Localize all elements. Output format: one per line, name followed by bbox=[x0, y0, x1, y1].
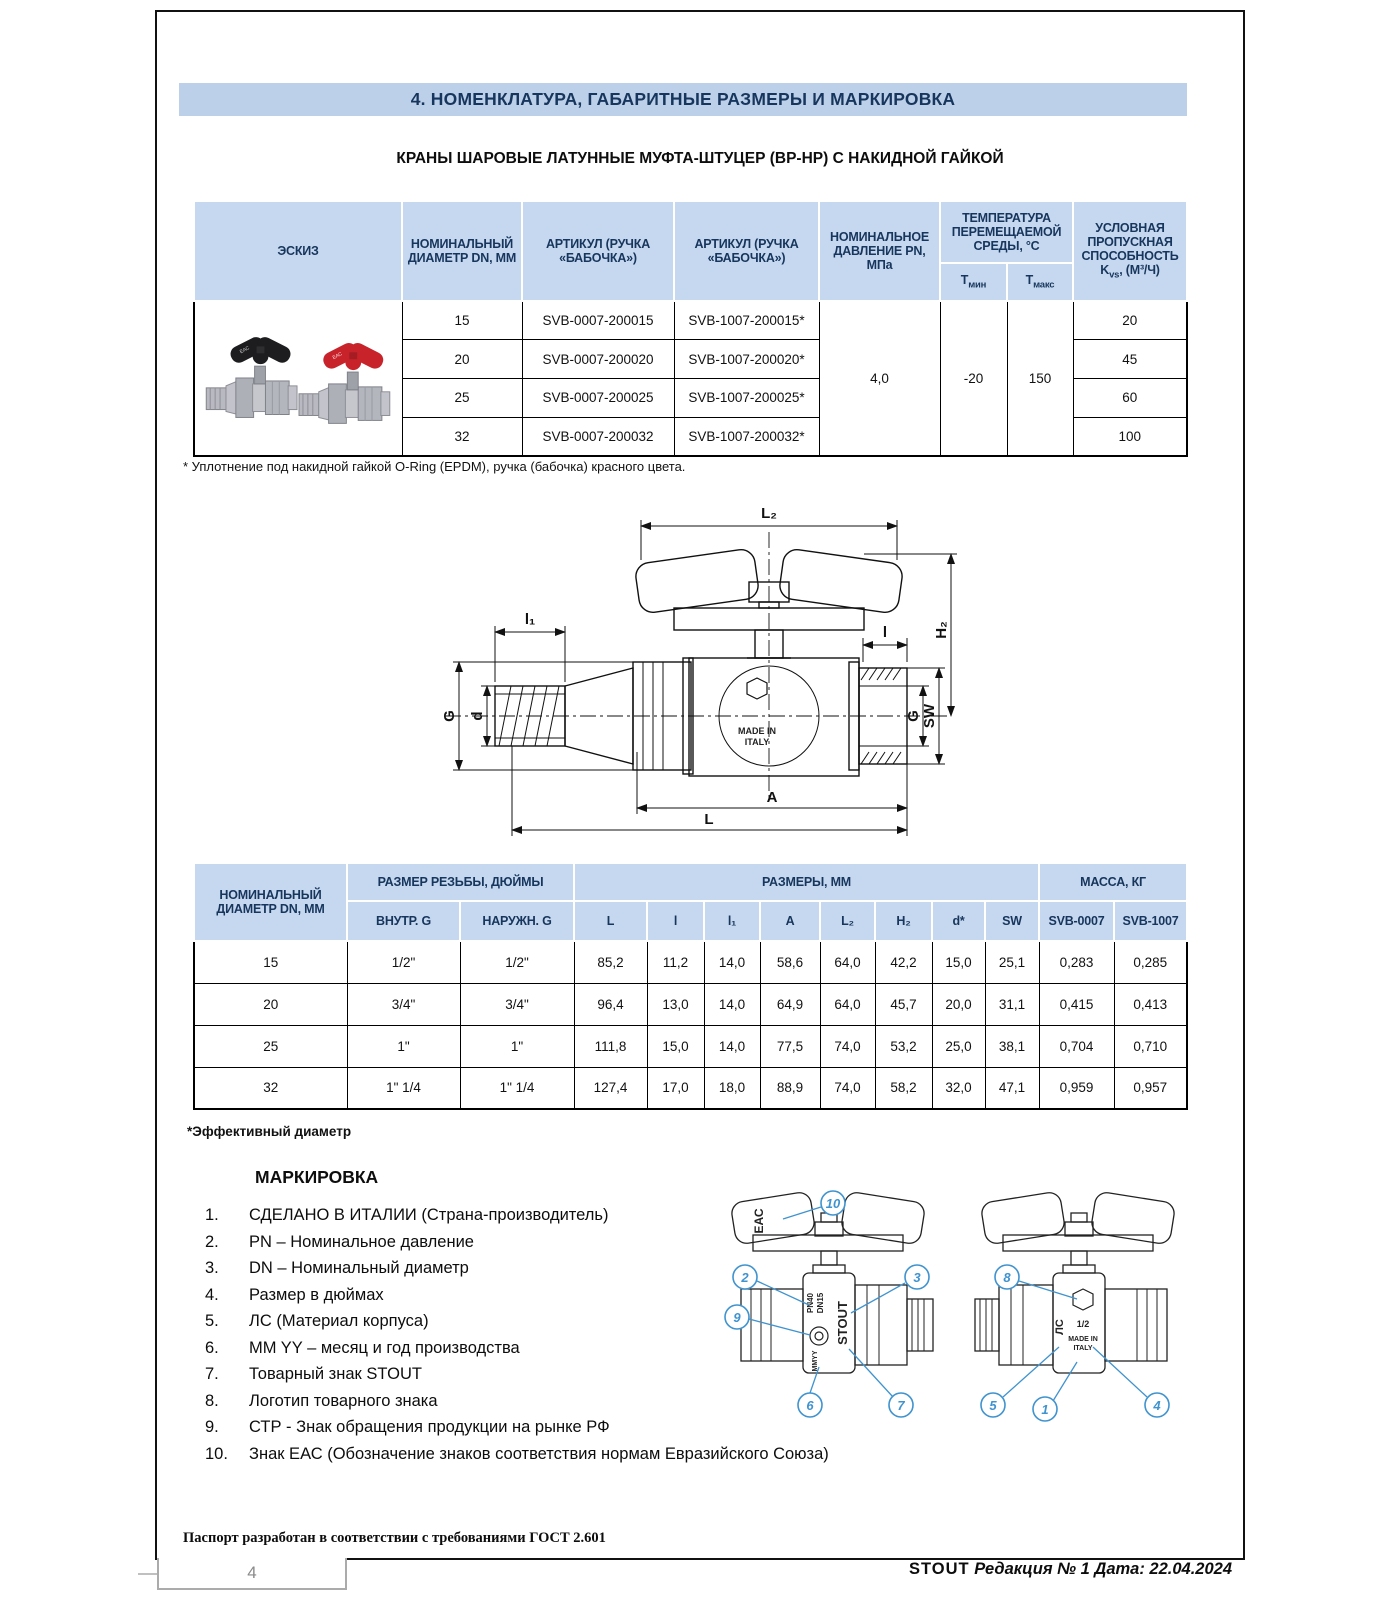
dim-L2: L₂ bbox=[761, 505, 777, 522]
t2-cell: 58,2 bbox=[875, 1067, 932, 1109]
t2-cell: 1" bbox=[460, 1025, 574, 1067]
t2-cell: 64,9 bbox=[760, 983, 820, 1025]
callout-6: 6 bbox=[806, 1398, 814, 1413]
t2-cell: 53,2 bbox=[875, 1025, 932, 1067]
made-in-text: MADE IN bbox=[738, 726, 776, 736]
list-item: 6. MM YY – месяц и год производства bbox=[205, 1338, 520, 1357]
t2-cell: 0,415 bbox=[1039, 983, 1114, 1025]
page-number-tab bbox=[157, 1558, 347, 1590]
callout-10: 10 bbox=[825, 1196, 841, 1211]
dim-L: L bbox=[704, 811, 714, 828]
t1-cell-tmax: 150 bbox=[1007, 301, 1073, 456]
t1-header-temp-group: ТЕМПЕРАТУРА ПЕРЕМЕЩАЕМОЙ СРЕДЫ, °С bbox=[940, 201, 1073, 263]
t2-subheader: L bbox=[574, 901, 647, 941]
valve-photo-black bbox=[206, 334, 297, 417]
t1-header-dn: НОМИНАЛЬНЫЙ ДИАМЕТР DN, ММ bbox=[402, 201, 522, 301]
t2-cell: 3/4" bbox=[460, 983, 574, 1025]
table-header-row bbox=[194, 863, 1187, 901]
made-in-mark-text: MADE IN bbox=[1068, 1336, 1098, 1343]
t2-cell: 111,8 bbox=[574, 1025, 647, 1067]
dimension-drawing bbox=[437, 490, 957, 840]
t1-cell-kvs: 45 bbox=[1073, 340, 1187, 379]
t2-cell: 38,1 bbox=[985, 1025, 1039, 1067]
dim-A: A bbox=[766, 789, 778, 806]
t2-cell: 64,0 bbox=[820, 941, 875, 983]
t2-cell: 32 bbox=[194, 1067, 347, 1109]
t1-cell-article1: SVB-0007-200020 bbox=[522, 340, 674, 379]
list-item: 3. DN – Номинальный диаметр bbox=[205, 1259, 469, 1277]
t2-cell: 1" 1/4 bbox=[347, 1067, 460, 1109]
t2-cell: 17,0 bbox=[647, 1067, 704, 1109]
t2-header-thread-group: РАЗМЕР РЕЗЬБЫ, ДЮЙМЫ bbox=[347, 863, 574, 901]
dim-G-right: G bbox=[905, 710, 922, 722]
callout-circles bbox=[725, 1191, 1169, 1421]
t2-cell: 25,0 bbox=[932, 1025, 985, 1067]
t2-cell: 15,0 bbox=[932, 941, 985, 983]
t2-cell: 18,0 bbox=[704, 1067, 760, 1109]
t2-cell: 0,285 bbox=[1114, 941, 1187, 983]
callout-3: 3 bbox=[913, 1270, 921, 1285]
t2-cell: 11,2 bbox=[647, 941, 704, 983]
t1-cell-dn: 25 bbox=[402, 379, 522, 418]
pn-mark-text: PN40 bbox=[806, 1292, 815, 1314]
footer-revision-text: Редакция № 1 Дата: 22.04.2024 bbox=[974, 1560, 1232, 1578]
page-border bbox=[155, 10, 1245, 1560]
page-number: 4 bbox=[247, 1563, 257, 1582]
t1-cell-dn: 20 bbox=[402, 340, 522, 379]
t2-cell: 1" 1/4 bbox=[460, 1067, 574, 1109]
t2-cell: 1" bbox=[347, 1025, 460, 1067]
stout-logo-icon bbox=[747, 678, 767, 699]
marking-drawing bbox=[705, 1177, 1205, 1422]
t2-cell: 14,0 bbox=[704, 1025, 760, 1067]
t2-cell: 127,4 bbox=[574, 1067, 647, 1109]
t2-cell: 42,2 bbox=[875, 941, 932, 983]
t1-cell-kvs: 100 bbox=[1073, 417, 1187, 456]
t1-cell-article1: SVB-0007-200032 bbox=[522, 417, 674, 456]
t2-cell: 1/2" bbox=[460, 941, 574, 983]
t2-cell: 74,0 bbox=[820, 1025, 875, 1067]
t2-cell: 47,1 bbox=[985, 1067, 1039, 1109]
callout-9: 9 bbox=[733, 1310, 741, 1325]
t1-header-article1: АРТИКУЛ (РУЧКА «БАБОЧКА») bbox=[522, 201, 674, 301]
t2-cell: 13,0 bbox=[647, 983, 704, 1025]
material-mark-text: ЛС bbox=[1054, 1319, 1066, 1335]
t1-cell-article2: SVB-1007-200020* bbox=[674, 340, 819, 379]
marking-heading: МАРКИРОВКА bbox=[255, 1167, 379, 1187]
t2-cell: 0,283 bbox=[1039, 941, 1114, 983]
t2-header-mass-group: МАССА, КГ bbox=[1039, 863, 1187, 901]
stout-mark-text: STOUT bbox=[835, 1301, 850, 1345]
t2-cell: 25,1 bbox=[985, 941, 1039, 983]
product-subtitle: КРАНЫ ШАРОВЫЕ ЛАТУННЫЕ МУФТА-ШТУЦЕР (ВР-НР) С НАКИДНОЙ ГАЙКОЙ bbox=[396, 150, 1004, 167]
t2-cell: 15,0 bbox=[647, 1025, 704, 1067]
t2-cell: 77,5 bbox=[760, 1025, 820, 1067]
t2-cell: 96,4 bbox=[574, 983, 647, 1025]
mmyy-mark-text: MMYY bbox=[812, 1350, 819, 1372]
t2-subheader: ВНУТР. G bbox=[347, 901, 460, 941]
t2-cell: 45,7 bbox=[875, 983, 932, 1025]
t1-cell-dn: 32 bbox=[402, 417, 522, 456]
callout-2: 2 bbox=[741, 1270, 749, 1285]
t2-cell: 25 bbox=[194, 1025, 347, 1067]
list-item: 7. Товарный знак STOUT bbox=[205, 1365, 422, 1383]
footer-gost-note: Паспорт разработан в соответствии с требованиями ГОСТ 2.601 bbox=[183, 1530, 606, 1546]
t2-cell: 15 bbox=[194, 941, 347, 983]
section-title-bar bbox=[179, 83, 1187, 116]
list-item: 8. Логотип товарного знака bbox=[205, 1391, 438, 1410]
t1-header-pn: НОМИНАЛЬНОЕ ДАВЛЕНИЕ PN, МПа bbox=[819, 201, 940, 301]
italy-mark-text: ITALY bbox=[1073, 1345, 1093, 1352]
t2-cell: 0,413 bbox=[1114, 983, 1187, 1025]
table-row bbox=[194, 1025, 1187, 1067]
t1-cell-kvs: 60 bbox=[1073, 379, 1187, 418]
dim-H2: H₂ bbox=[933, 621, 950, 639]
t2-cell: 20,0 bbox=[932, 983, 985, 1025]
t2-subheader: SVB-1007 bbox=[1114, 901, 1187, 941]
t2-cell: 14,0 bbox=[704, 983, 760, 1025]
stout-logo-icon bbox=[1073, 1289, 1093, 1310]
t2-cell: 0,704 bbox=[1039, 1025, 1114, 1067]
t2-subheader: SW bbox=[985, 901, 1039, 941]
dim-l: l bbox=[882, 624, 888, 641]
callout-5: 5 bbox=[989, 1398, 997, 1413]
list-item: 5. ЛС (Материал корпуса) bbox=[205, 1312, 429, 1330]
footer-revision bbox=[909, 1560, 1232, 1579]
t1-cell-kvs: 20 bbox=[1073, 301, 1187, 340]
t2-subheader: l₁ bbox=[704, 901, 760, 941]
t2-header-dn: НОМИНАЛЬНЫЙ ДИАМЕТР DN, ММ bbox=[194, 863, 347, 941]
t2-cell: 1/2" bbox=[347, 941, 460, 983]
dim-l1: l₁ bbox=[524, 611, 536, 628]
t2-cell: 3/4" bbox=[347, 983, 460, 1025]
t2-cell: 85,2 bbox=[574, 941, 647, 983]
t2-subheader: L₂ bbox=[820, 901, 875, 941]
t2-subheader: НАРУЖН. G bbox=[460, 901, 574, 941]
callout-7: 7 bbox=[897, 1398, 905, 1413]
product-photo-cell bbox=[194, 301, 402, 456]
t2-header-dims-group: РАЗМЕРЫ, ММ bbox=[574, 863, 1039, 901]
product-photo bbox=[197, 303, 401, 451]
table-row bbox=[194, 983, 1187, 1025]
valve-photo-red bbox=[299, 340, 390, 423]
t2-cell: 88,9 bbox=[760, 1067, 820, 1109]
eac-mark-red-handle: ЕАС bbox=[332, 352, 344, 362]
t2-cell: 0,959 bbox=[1039, 1067, 1114, 1109]
t1-cell-article2: SVB-1007-200032* bbox=[674, 417, 819, 456]
eac-mark-black-handle: ЕАС bbox=[239, 346, 251, 356]
table-row bbox=[194, 301, 1187, 340]
t2-cell: 64,0 bbox=[820, 983, 875, 1025]
callout-1: 1 bbox=[1041, 1402, 1049, 1417]
t1-header-kvs: УСЛОВНАЯ ПРОПУСКНАЯ СПОСОБНОСТЬ $K_{vs}$, (М³/Ч) bbox=[1073, 201, 1187, 301]
footer-brand: STOUT bbox=[908, 1560, 970, 1578]
t2-cell: 74,0 bbox=[820, 1067, 875, 1109]
t2-subheader: A bbox=[760, 901, 820, 941]
dimensions-table bbox=[193, 862, 1188, 1110]
dim-G-left: G bbox=[441, 710, 458, 722]
t2-cell: 32,0 bbox=[932, 1067, 985, 1109]
italy-text: ITALY bbox=[744, 737, 770, 747]
list-item: 10. Знак ЕАС (Обозначение знаков соответствия нормам Евразийского Союза) bbox=[205, 1444, 829, 1463]
t1-cell-dn: 15 bbox=[402, 301, 522, 340]
ctp-mark-icon bbox=[810, 1327, 828, 1345]
list-item: 9. СТР - Знак обращения продукции на рынке РФ bbox=[205, 1418, 610, 1436]
list-item: 2. PN – Номинальное давление bbox=[205, 1232, 474, 1251]
table-row bbox=[194, 941, 1187, 983]
table-row bbox=[194, 1067, 1187, 1109]
nomenclature-table bbox=[193, 200, 1188, 457]
t1-cell-article2: SVB-1007-200015* bbox=[674, 301, 819, 340]
t1-cell-pn: 4,0 bbox=[819, 301, 940, 456]
table1-footnote: * Уплотнение под накидной гайкой O-Ring (EPDM), ручка (бабочка) красного цвета. bbox=[183, 459, 686, 474]
size-mark-text: 1/2 bbox=[1076, 1319, 1090, 1329]
t1-header-sketch: ЭСКИЗ bbox=[194, 201, 402, 301]
t1-cell-article1: SVB-0007-200025 bbox=[522, 379, 674, 418]
t1-cell-article2: SVB-1007-200025* bbox=[674, 379, 819, 418]
dim-d: d bbox=[469, 711, 486, 721]
t2-cell: 0,710 bbox=[1114, 1025, 1187, 1067]
page-tab-tick bbox=[138, 1573, 157, 1575]
t2-cell: 31,1 bbox=[985, 983, 1039, 1025]
t2-cell: 14,0 bbox=[704, 941, 760, 983]
table-header-row bbox=[194, 201, 1187, 263]
t2-cell: 0,957 bbox=[1114, 1067, 1187, 1109]
callout-8: 8 bbox=[1003, 1270, 1011, 1285]
list-item: 4. Размер в дюймах bbox=[205, 1285, 384, 1304]
t2-subheader: l bbox=[647, 901, 704, 941]
t2-subheader: d* bbox=[932, 901, 985, 941]
list-item: 1. СДЕЛАНО В ИТАЛИИ (Страна-производитель) bbox=[205, 1206, 609, 1224]
t1-header-tmin: $Т_{мин}$ bbox=[940, 263, 1007, 301]
eac-mark-text: ЕАС bbox=[752, 1208, 766, 1234]
t1-cell-tmin: -20 bbox=[940, 301, 1007, 456]
t1-header-tmax: $Т_{макс}$ bbox=[1007, 263, 1073, 301]
table2-footnote: *Эффективный диаметр bbox=[187, 1124, 352, 1139]
t2-cell: 58,6 bbox=[760, 941, 820, 983]
dn-mark-text: DN15 bbox=[816, 1292, 825, 1314]
t2-subheader: SVB-0007 bbox=[1039, 901, 1114, 941]
t1-header-article2: АРТИКУЛ (РУЧКА «БАБОЧКА») bbox=[674, 201, 819, 301]
t2-cell: 20 bbox=[194, 983, 347, 1025]
callout-4: 4 bbox=[1153, 1398, 1161, 1413]
section-title: 4. НОМЕНКЛАТУРА, ГАБАРИТНЫЕ РАЗМЕРЫ И МАРКИРОВКА bbox=[410, 89, 956, 109]
t2-subheader: H₂ bbox=[875, 901, 932, 941]
t1-cell-article1: SVB-0007-200015 bbox=[522, 301, 674, 340]
dim-SW: SW bbox=[921, 703, 938, 729]
